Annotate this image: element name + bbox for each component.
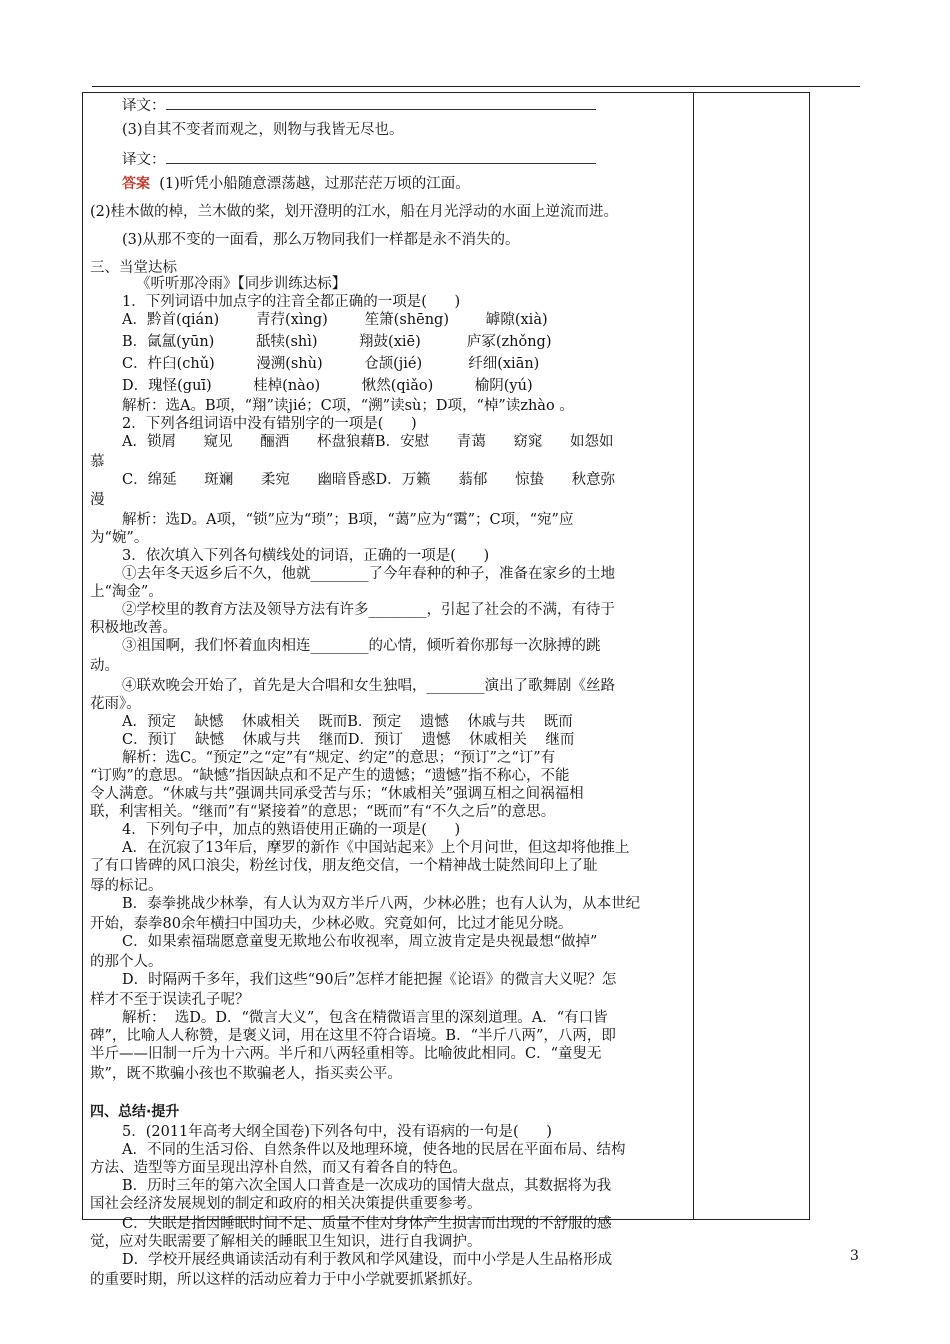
answer-blank xyxy=(166,148,596,164)
text-line xyxy=(90,1194,482,1214)
line-text: (3)自其不变者而观之，则物与我皆无尽也。 xyxy=(122,122,404,138)
text-line xyxy=(90,1102,179,1122)
text-line xyxy=(122,1176,611,1196)
text-line xyxy=(90,452,105,472)
text-line xyxy=(90,952,163,972)
line-text: (3)从那不变的一面看，那么万物同我们一样都是永不消失的。 xyxy=(122,232,520,248)
text-line xyxy=(122,396,574,416)
line-text: 开始，泰拳80余年横扫中国功夫，少林必败。究竟如何，比过才能见分晓。 xyxy=(90,916,573,932)
text-line xyxy=(90,490,105,510)
text-line xyxy=(90,1026,616,1046)
header-rule xyxy=(92,86,860,87)
text-line xyxy=(90,1270,482,1290)
text-line xyxy=(122,332,551,352)
line-text: 2．下列各组词语中没有错别字的一项是( ) xyxy=(122,416,417,432)
line-text: 动。 xyxy=(90,658,119,674)
text-line xyxy=(122,120,404,140)
text-line xyxy=(136,274,346,294)
line-text: 样才不至于误读孔子呢？ xyxy=(90,992,250,1008)
text-line xyxy=(90,856,598,876)
text-line xyxy=(122,600,615,620)
text-line xyxy=(122,712,573,732)
line-text: D．时隔两千多年，我们这些“90后”怎样才能把握《论语》的微言大义呢？怎 xyxy=(122,972,617,988)
line-text: 译文： xyxy=(122,152,166,168)
line-text: A．不同的生活习俗、自然条件以及地理环境，使各地的民居在平面布局、结构 xyxy=(122,1142,626,1158)
text-line xyxy=(122,310,548,330)
text-line xyxy=(90,528,148,548)
text-line xyxy=(122,546,489,566)
text-line xyxy=(122,820,460,840)
column-divider xyxy=(693,92,694,1220)
line-text: A．在沉寂了13年后，摩罗的新作《中国站起来》上个月问世，但这却将他推上 xyxy=(122,840,630,856)
line-text: 漫 xyxy=(90,492,105,508)
line-text: 5．(2011年高考大纲全国卷)下列各句中，没有语病的一句是( ) xyxy=(122,1124,552,1140)
line-text: 欺”，既不欺骗小孩也不欺骗老人，指买卖公平。 xyxy=(90,1066,402,1082)
text-line xyxy=(122,1250,612,1270)
text-line xyxy=(90,990,250,1010)
text-line xyxy=(122,432,614,452)
line-text: 慕 xyxy=(90,454,105,470)
line-text: C．绵延 斑斓 柔宛 幽暗昏惑D．万籁 蓊郁 惊蛰 秋意弥 xyxy=(122,472,616,488)
line-text: 三、当堂达标 xyxy=(90,260,177,276)
text-line xyxy=(90,784,584,804)
text-line xyxy=(90,802,555,822)
line-text: (1)听凭小船随意漂荡越，过那茫茫万顷的江面。 xyxy=(150,176,470,192)
answer-blank xyxy=(166,94,596,110)
line-text: 了有口皆碑的风口浪尖，粉丝讨伐，朋友绝交信，一个精神战士陡然间印上了耻 xyxy=(90,858,598,874)
line-text: 令人满意。“休戚与共”强调共同承受苦与乐；“休戚相关”强调互相之间祸福相 xyxy=(90,786,584,802)
line-text: 解析： 选D。D．“微言大义”，包含在精微语言里的深刻道理。A．“有口皆 xyxy=(122,1010,608,1026)
line-text: ②学校里的教育方法及领导方法有许多________，引起了社会的不满，有待于 xyxy=(122,602,615,618)
text-line xyxy=(90,1232,482,1252)
line-text: 译文： xyxy=(122,98,166,114)
text-line xyxy=(122,174,470,194)
line-text: 觉，应对失眠需要了解相关的睡眠卫生知识，进行自我调护。 xyxy=(90,1234,482,1250)
line-text: 3．依次填入下列各句横线处的词语，正确的一项是( ) xyxy=(122,548,490,564)
text-line xyxy=(90,1064,402,1084)
text-line xyxy=(122,564,615,584)
text-line xyxy=(122,376,533,396)
text-line xyxy=(90,202,618,222)
line-text: 解析：选D。A项，“锁”应为“琐”；B项，“蔼”应为“霭”；C项，“宛”应 xyxy=(122,512,574,528)
line-text: 联，利害相关。“继而”有“紧接着”的意思；“既而”有“不久之后”的意思。 xyxy=(90,804,556,820)
text-line xyxy=(122,636,601,656)
text-line xyxy=(122,414,417,434)
text-line xyxy=(122,1140,625,1160)
line-text: 的重要时期，所以这样的活动应着力于中小学就要抓紧抓好。 xyxy=(90,1272,482,1288)
line-text: 为“婉”。 xyxy=(90,530,149,546)
line-text: A．黔首(qián) 青荇(xìng) 笙箫(shēng) 罅隙(xià) xyxy=(122,312,548,328)
line-text: 的那个人。 xyxy=(90,954,163,970)
text-line xyxy=(122,354,539,374)
line-text: 碑”，比喻人人称赞，是褒义词，用在这里不符合语境。B．“半斤八两”，八两，即 xyxy=(90,1028,616,1044)
line-text: B．泰拳挑战少林拳，有人认为双方半斤八两，少林必胜；也有人认为，从本世纪 xyxy=(122,896,641,912)
text-line xyxy=(122,932,597,952)
page-number: 3 xyxy=(850,1248,859,1264)
text-line xyxy=(122,748,555,768)
line-text: B．氤氲(yūn) 舐犊(shì) 翔鼓(xiē) 庐冢(zhǒng) xyxy=(122,334,552,350)
line-text: D．学校开展经典诵读活动有利于教风和学风建设，而中小学是人生品格形成 xyxy=(122,1252,613,1268)
line-text: B．历时三年的第六次全国人口普查是一次成功的国情大盘点，其数据将为我 xyxy=(122,1178,612,1194)
line-text: “订购”的意思。“缺憾”指因缺点和不足产生的遗憾；“遗憾”指不称心，不能 xyxy=(90,768,570,784)
text-line xyxy=(90,694,141,714)
line-text: 上“淘金”。 xyxy=(90,584,163,600)
line-text: C．失眠是指因睡眠时间不足、质量不佳对身体产生损害而出现的不舒服的感 xyxy=(122,1216,612,1232)
text-line xyxy=(122,730,574,750)
line-text: 积极地改善。 xyxy=(90,620,177,636)
text-line xyxy=(122,1008,608,1028)
line-text: 辱的标记。 xyxy=(90,878,163,894)
text-line xyxy=(122,94,596,116)
line-text: ③祖国啊，我们怀着血肉相连________的心情，倾听着你那每一次脉搏的跳 xyxy=(122,638,601,654)
line-text: C．如果索福瑞愿意童叟无欺地公布收视率，周立波肯定是央视最想“做掉” xyxy=(122,934,598,950)
line-text: D．瑰怪(guī) 桂棹(nào) 愀然(qiǎo) 榆阴(yú) xyxy=(122,378,533,394)
line-text: C．预订 缺憾 休戚与共 继而D．预订 遗憾 休戚相关 继而 xyxy=(122,732,575,748)
text-line xyxy=(122,838,629,858)
text-line xyxy=(90,1158,467,1178)
line-text: A．锁屑 窥见 酾酒 杯盘狼藉B．安慰 青蔼 窈窕 如怨如 xyxy=(122,434,614,450)
text-line xyxy=(122,970,616,990)
line-text: 花雨》。 xyxy=(90,696,141,712)
line-text: C．杵臼(chǔ) 漫溯(shù) 仓颉(jié) 纤细(xiān) xyxy=(122,356,540,372)
text-line xyxy=(122,230,520,250)
text-line xyxy=(122,894,640,914)
line-text: 方法、造型等方面呈现出淳朴自然，而又有着各自的特色。 xyxy=(90,1160,467,1176)
line-text: 半斤——旧制一斤为十六两。半斤和八两轻重相等。比喻彼此相同。C．“童叟无 xyxy=(90,1046,602,1062)
text-line xyxy=(90,876,163,896)
text-line xyxy=(122,510,573,530)
text-line xyxy=(122,292,460,312)
text-line xyxy=(90,766,569,786)
line-text: A．预定 缺憾 休戚相关 既而B．预定 遗憾 休戚与共 既而 xyxy=(122,714,573,730)
line-text: ④联欢晚会开始了，首先是大合唱和女生独唱，________演出了歌舞剧《丝路 xyxy=(122,678,615,694)
line-text: 解析：选C。“预定”之“定”有“规定、约定”的意思；“预订”之“订”有 xyxy=(122,750,556,766)
text-line xyxy=(90,582,163,602)
text-line xyxy=(122,470,615,490)
text-line xyxy=(90,618,177,638)
line-text: 4．下列句子中，加点的熟语使用正确的一项是( ) xyxy=(122,822,461,838)
text-line xyxy=(122,148,596,170)
line-text: (2)桂木做的棹，兰木做的桨，划开澄明的江水，船在月光浮动的水面上逆流而进。 xyxy=(90,204,619,220)
text-line xyxy=(122,676,615,696)
text-line xyxy=(90,1044,602,1064)
text-line xyxy=(122,1214,612,1234)
line-text: ①去年冬天返乡后不久，他就________了今年春种的种子，准备在家乡的土地 xyxy=(122,566,615,582)
answer-label: 答案 xyxy=(122,176,150,192)
text-line xyxy=(122,1122,552,1142)
line-text: 解析：选A。B项，“翔”读jié；C项，“溯”读sù；D项，“棹”读zhào 。 xyxy=(122,398,574,414)
line-text: 1．下列词语中加点字的注音全都正确的一项是( ) xyxy=(122,294,461,310)
text-line xyxy=(90,914,572,934)
line-text: 《听听那冷雨》【同步训练达标】 xyxy=(136,276,347,292)
line-text: 国社会经济发展规划的制定和政府的相关决策提供重要参考。 xyxy=(90,1196,482,1212)
text-line xyxy=(90,656,119,676)
line-text: 四、总结·提升 xyxy=(90,1104,180,1120)
